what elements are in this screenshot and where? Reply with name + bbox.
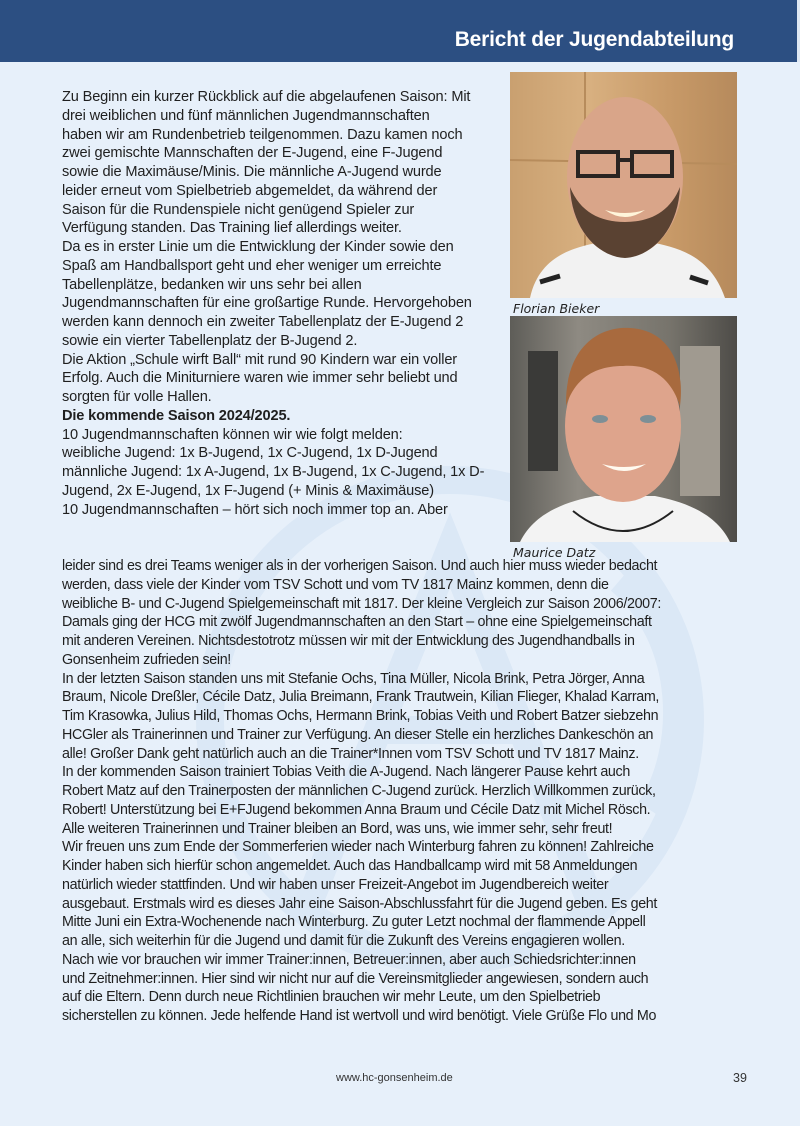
text-line: Die Aktion „Schule wirft Ball“ mit rund 90 Kindern war ein voller [62,351,457,368]
text-line: weibliche B- und C-Jugend Spielgemeinschaft mit 1817. Der kleine Vergleich zur Saison 2006/2007: [62,595,662,612]
text-line: Damals ging der HCG mit zwölf Jugendmannschaften an den Start – ohne eine Spielgemeinschaft [62,614,652,631]
text-line: Kinder haben sich hierfür schon angemeldet. Auch das Handballcamp wird mit 58 Anmeldungen [62,858,638,874]
text-line: Robert! Unterstützung bei E+FJugend bekommen Anna Braum und Cécile Datz mit Michel Rösch. [62,801,651,818]
text-line: Zu Beginn ein kurzer Rückblick auf die abgelaufenen Saison: Mit [62,89,471,105]
text-line: Jugend, 2x E-Jugend, 1x F-Jugend (+ Minis & Maximäuse) [62,482,434,499]
text-line: zwei gemischte Mannschaften der E-Jugend, eine F-Jugend [62,145,443,162]
text-line: Jugendmannschaften für eine großartige Runde. Hervorgehoben [62,295,472,312]
text-line: 10 Jugendmannschaften können wir wie folgt melden: [62,426,403,443]
text-line: ausgebaut. Erstmals wird es dieses Jahr eine Saison-Abschlussfahrt für die Jugend geben. Es geht [62,895,658,912]
photo-caption: Florian Bieker [513,301,600,316]
full-width-body [62,557,661,1026]
text-line: sicherstellen zu können. Jede helfende Hand ist wertvoll und wird benötigt. Viele Grüße Flo und Mo [62,1008,657,1024]
text-line: Mitte Juni ein Extra-Wochenende nach Winterburg. Zu guter Letzt nochmal der flammende Appell [62,914,646,931]
text-line: Erfolg. Auch die Miniturniere waren wie immer sehr beliebt und [62,370,458,387]
text-line: haben wir am Rundenbetrieb teilgenommen. Dazu kamen noch [62,126,463,143]
text-line: werden, dass viele der Kinder vom TSV Schott und vom TV 1817 Mainz kommen, denn die [62,576,609,593]
text-line: Braum, Nicole Dreßler, Cécile Datz, Julia Breimann, Frank Trautwein, Kilian Flieger, Khalad Karram, [62,689,660,706]
text-line: Saison für die Rundenspiele nicht genügend Spieler zur [62,201,415,218]
text-line: sowie ein vierter Tabellenplatz der B-Jugend 2. [62,332,358,349]
text-line: In der letzten Saison standen uns mit Stefanie Ochs, Tina Müller, Nicola Brink, Petra Jörger, Anna [62,670,645,687]
text-line: Verfügung standen. Das Training lief allerdings weiter. [62,220,402,237]
text-line: Da es in erster Linie um die Entwicklung der Kinder sowie den [62,239,454,255]
text-line: Tabellenplätze, bedanken wir uns sehr bei allen [62,276,362,293]
text-line: Wir freuen uns zum Ende der Sommerferien wieder nach Winterburg fahren zu können! Zahlreiche [62,839,654,856]
portrait-image [510,316,737,542]
text-line: werden kann dennoch ein zweiter Tabellenplatz der E-Jugend 2 [62,314,464,330]
text-line: sorgten für volle Hallen. [62,389,212,405]
text-line: sowie die Maximäuse/Minis. Die männliche A-Jugend wurde [62,164,442,180]
text-line: natürlich wieder stattfinden. Und wir haben unser Freizeit-Angebot im Jugendbereich weiter [62,876,609,893]
text-line: weibliche Jugend: 1x B-Jugend, 1x C-Jugend, 1x D-Jugend [62,445,438,462]
text-line: In der kommenden Saison trainiert Tobias Veith die A-Jugend. Nach längerer Pause kehrt auch [62,764,630,781]
text-line: drei weiblichen und fünf männlichen Jugendmannschaften [62,107,430,124]
text-line: alle! Großer Dank geht natürlich auch an die Trainer*Innen vom TSV Schott und TV 1817 Mainz. [62,745,639,762]
photo-florian-bieker [510,72,737,298]
text-line: Gonsenheim zufrieden sein! [62,651,231,668]
page-title: Bericht der Jugendabteilung [454,28,734,51]
page-number: 39 [733,1071,747,1085]
text-line: HCGler als Trainerinnen und Trainer zur Verfügung. An dieser Stelle ein herzliches Dankeschön an [62,726,654,743]
photo-maurice-datz [510,316,737,542]
photo-caption: Maurice Datz [513,545,596,560]
text-line: und Zeitnehmer:innen. Hier sind wir nicht nur auf die Vereinsmitglieder angewiesen, sondern auch [62,970,649,987]
section-heading: Die kommende Saison 2024/2025. [62,407,291,424]
text-line: Robert Matz auf den Trainerposten der männlichen C-Jugend zurück. Herzlich Willkommen zurück, [62,783,656,799]
text-line: leider sind es drei Teams weniger als in der vorherigen Saison. Und auch hier muss wieder bedacht [62,558,658,574]
portrait-image [510,72,737,298]
page-header-bar [0,0,797,62]
text-line: Nach wie vor brauchen wir immer Trainer:innen, Betreuer:innen, aber auch Schiedsrichter:innen [62,951,636,968]
text-line: 10 Jugendmannschaften – hört sich noch immer top an. Aber [62,501,448,518]
text-line: an alle, sich weiterhin für die Jugend und damit für die Zukunft des Vereins engagieren wollen. [62,933,625,949]
text-line: auf die Eltern. Denn durch neue Richtlinien brauchen wir mehr Leute, um den Spielbetrieb [62,989,601,1006]
text-line: Alle weiteren Trainerinnen und Trainer bleiben an Bord, was uns, wie immer sehr, sehr freut! [62,820,613,837]
text-line: Spaß am Handballsport geht und eher weniger um erreichte [62,257,442,274]
text-line: mit anderen Vereinen. Nichtsdestotrotz müssen wir mit der Entwicklung des Jugendhandballs in [62,633,635,649]
text-line: Tim Krasowka, Julius Hild, Thomas Ochs, Hermann Brink, Tobias Veith und Robert Batzer siebzehn [62,708,659,724]
intro-column [62,88,484,519]
text-line: männliche Jugend: 1x A-Jugend, 1x B-Jugend, 1x C-Jugend, 1x D- [62,464,485,480]
text-line: leider erneut vom Spielbetrieb abgemeldet, da während der [62,182,438,199]
footer-website-link[interactable]: www.hc-gonsenheim.de [336,1072,453,1084]
